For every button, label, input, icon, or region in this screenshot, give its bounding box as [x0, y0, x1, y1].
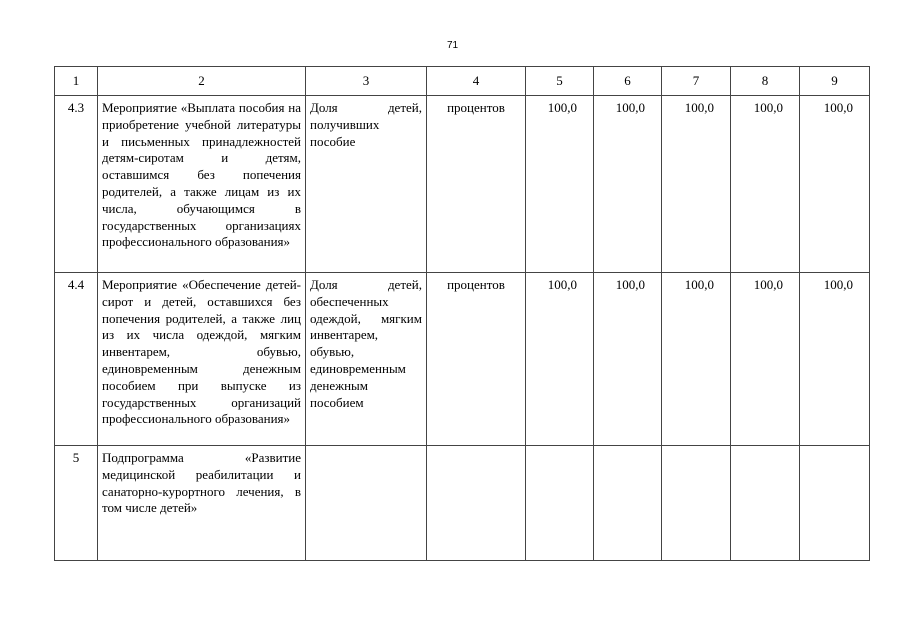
indicators-table [54, 66, 870, 561]
unit-cell: процентов [427, 273, 526, 446]
header-cell: 9 [800, 67, 870, 96]
value-cell: 100,0 [662, 273, 731, 446]
row-number: 5 [55, 446, 98, 561]
unit-cell: процентов [427, 96, 526, 273]
header-cell: 3 [306, 67, 427, 96]
value-cell [594, 446, 662, 561]
page-number: 71 [446, 40, 459, 51]
value-cell [526, 446, 594, 561]
measure-name: Мероприятие «Выплата пособия на приобретение учебной литературы и письменных принадлежностей детям-сиротам и детям, оставшимся без попечения родителей, а также лицам из их числа, обучающимся в государственных организациях профессионального образования» [98, 96, 306, 273]
value-cell: 100,0 [800, 96, 870, 273]
header-cell: 7 [662, 67, 731, 96]
measure-name: Мероприятие «Обеспечение детей-сирот и детей, оставшихся без попечения родителей, а также лиц из их числа одеждой, мягким инвентарем, обувью, единовременным денежным пособием при выпуске из государственных организаций профессионального образования» [98, 273, 306, 446]
value-cell: 100,0 [594, 96, 662, 273]
header-cell: 5 [526, 67, 594, 96]
indicator-name [306, 446, 427, 561]
value-cell: 100,0 [662, 96, 731, 273]
table-row [55, 96, 870, 273]
table-header-row [55, 67, 870, 96]
header-cell: 4 [427, 67, 526, 96]
indicator-name: Доля детей, получивших пособие [306, 96, 427, 273]
value-cell: 100,0 [800, 273, 870, 446]
row-number: 4.3 [55, 96, 98, 273]
header-cell: 1 [55, 67, 98, 96]
value-cell [731, 446, 800, 561]
header-cell: 6 [594, 67, 662, 96]
value-cell: 100,0 [731, 96, 800, 273]
table-row [55, 446, 870, 561]
row-number: 4.4 [55, 273, 98, 446]
unit-cell [427, 446, 526, 561]
value-cell: 100,0 [731, 273, 800, 446]
value-cell [800, 446, 870, 561]
value-cell: 100,0 [594, 273, 662, 446]
header-cell: 8 [731, 67, 800, 96]
value-cell [662, 446, 731, 561]
value-cell: 100,0 [526, 273, 594, 446]
value-cell: 100,0 [526, 96, 594, 273]
indicator-name: Доля детей, обеспеченных одеждой, мягким инвентарем, обувью, единовременным денежным пособием [306, 273, 427, 446]
header-cell: 2 [98, 67, 306, 96]
table-row [55, 273, 870, 446]
subprogram-name: Подпрограмма «Развитие медицинской реабилитации и санаторно-курортного лечения, в том числе детей» [98, 446, 306, 561]
